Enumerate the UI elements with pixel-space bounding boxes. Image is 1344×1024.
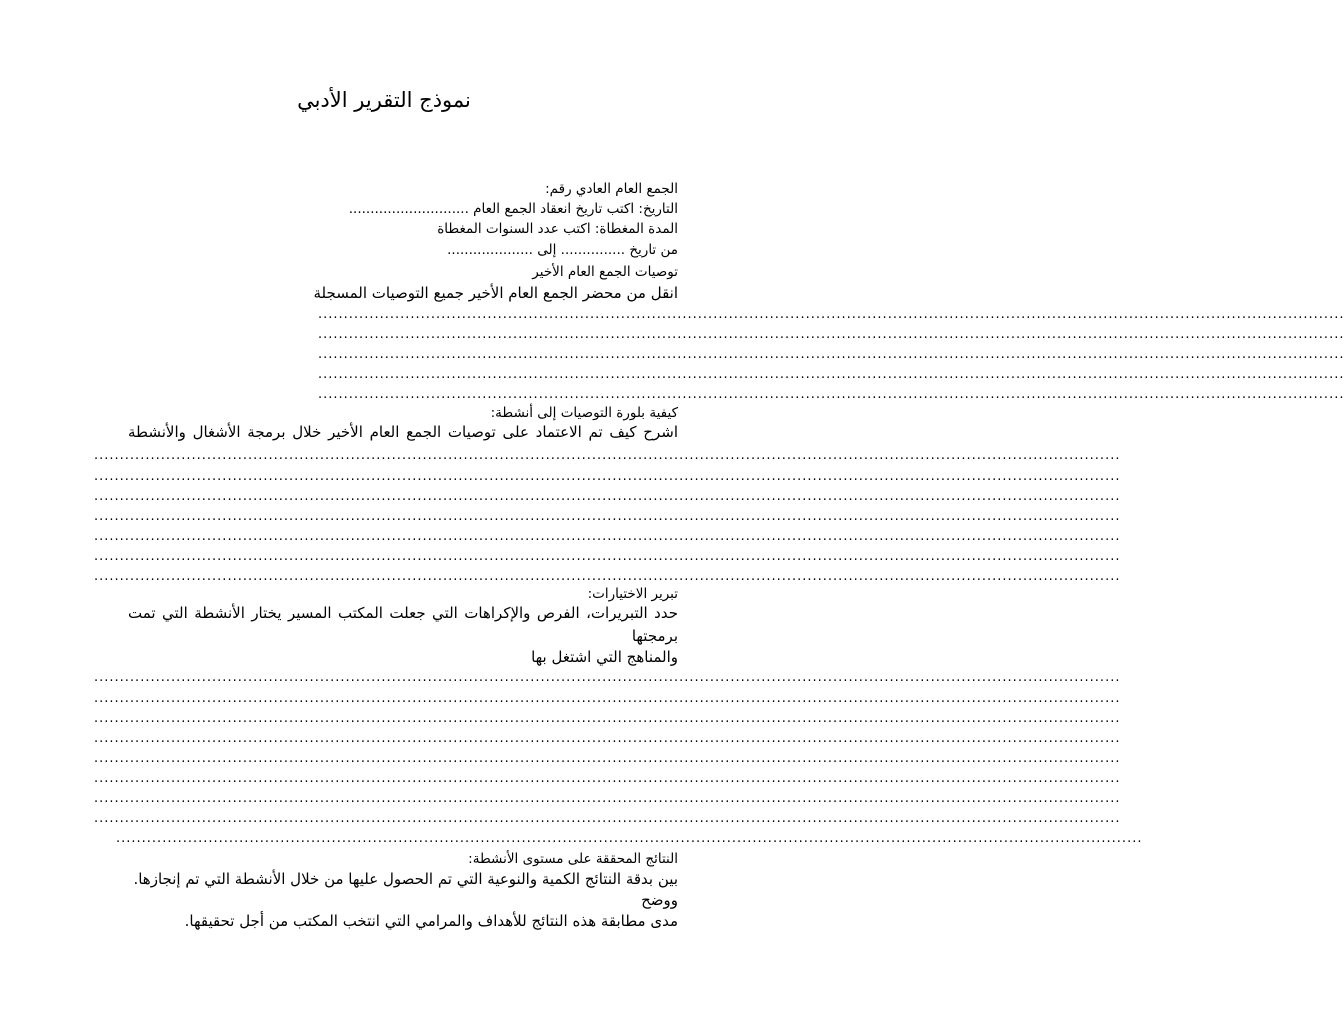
justification-heading: تبرير الاختيارات: bbox=[587, 586, 678, 602]
date-range-field: من تاريخ ............... إلى .................... bbox=[447, 242, 678, 258]
dotted-line: ........................................................................................................................................................................................................ bbox=[94, 791, 1121, 806]
justification-instruction-2: برمجتها bbox=[631, 627, 678, 645]
last-recommendations-heading: توصيات الجمع العام الأخير bbox=[532, 264, 678, 280]
dotted-line: ........................................................................................................................................................................................................ bbox=[318, 367, 1344, 382]
dotted-line: ........................................................................................................................................................................................................ bbox=[94, 529, 1121, 544]
dotted-line: ........................................................................................................................................................................................................ bbox=[94, 448, 1121, 463]
dotted-line: ........................................................................................................................................................................................................ bbox=[94, 489, 1121, 504]
dotted-line: ........................................................................................................................................................................................................ bbox=[318, 347, 1344, 362]
last-recommendations-instruction: انقل من محضر الجمع العام الأخير جميع التوصيات المسجلة bbox=[313, 284, 678, 302]
results-heading: النتائج المحققة على مستوى الأنشطة: bbox=[468, 851, 678, 867]
recommendations-to-activities-instruction: اشرح كيف تم الاعتماد على توصيات الجمع العام الأخير خلال برمجة الأشغال والأنشطة bbox=[128, 423, 678, 441]
dotted-line: ........................................................................................................................................................................................................ bbox=[94, 549, 1121, 564]
results-instruction-3: مدى مطابقة هذه النتائج للأهداف والمرامي التي انتخب المكتب من أجل تحقيقها. bbox=[184, 912, 678, 930]
dotted-line: ........................................................................................................................................................................................................ bbox=[94, 509, 1121, 524]
dotted-line: ........................................................................................................................................................................................................ bbox=[94, 691, 1121, 706]
dotted-line: ........................................................................................................................................................................................................ bbox=[94, 771, 1121, 786]
meeting-number-field: الجمع العام العادي رقم: bbox=[545, 181, 678, 197]
results-instruction-2: ووضح bbox=[641, 891, 678, 909]
dotted-line: ........................................................................................................................................................................................................ bbox=[94, 469, 1121, 484]
dotted-line: ........................................................................................................................................................................................................ bbox=[318, 327, 1344, 342]
page-title: نموذج التقرير الأدبي bbox=[297, 88, 471, 112]
dotted-line: ........................................................................................................................................................................................................ bbox=[318, 387, 1344, 402]
justification-instruction-1: حدد التبريرات، الفرص والإكراهات التي جعلت المكتب المسير يختار الأنشطة التي تمت bbox=[128, 604, 678, 622]
dotted-line: ........................................................................................................................................................................................................ bbox=[94, 811, 1121, 826]
dotted-line: ........................................................................................................................................................................................................ bbox=[116, 831, 1143, 846]
dotted-line: ........................................................................................................................................................................................................ bbox=[94, 751, 1121, 766]
period-field: المدة المغطاة: اكتب عدد السنوات المغطاة bbox=[437, 221, 678, 237]
dotted-line: ........................................................................................................................................................................................................ bbox=[318, 307, 1344, 322]
recommendations-to-activities-heading: كيفية بلورة التوصيات إلى أنشطة: bbox=[490, 405, 678, 421]
dotted-line: ........................................................................................................................................................................................................ bbox=[94, 711, 1121, 726]
results-instruction-1: بين بدقة النتائج الكمية والنوعية التي تم الحصول عليها من خلال الأنشطة التي تم إنجازها. bbox=[133, 870, 678, 888]
justification-instruction-3: والمناهج التي اشتغل بها bbox=[531, 648, 678, 666]
dotted-line: ........................................................................................................................................................................................................ bbox=[94, 731, 1121, 746]
dotted-line: ........................................................................................................................................................................................................ bbox=[94, 569, 1121, 584]
dotted-line: ........................................................................................................................................................................................................ bbox=[94, 670, 1121, 685]
date-field: التاريخ: اكتب تاريخ انعقاد الجمع العام ............................ bbox=[348, 201, 678, 217]
